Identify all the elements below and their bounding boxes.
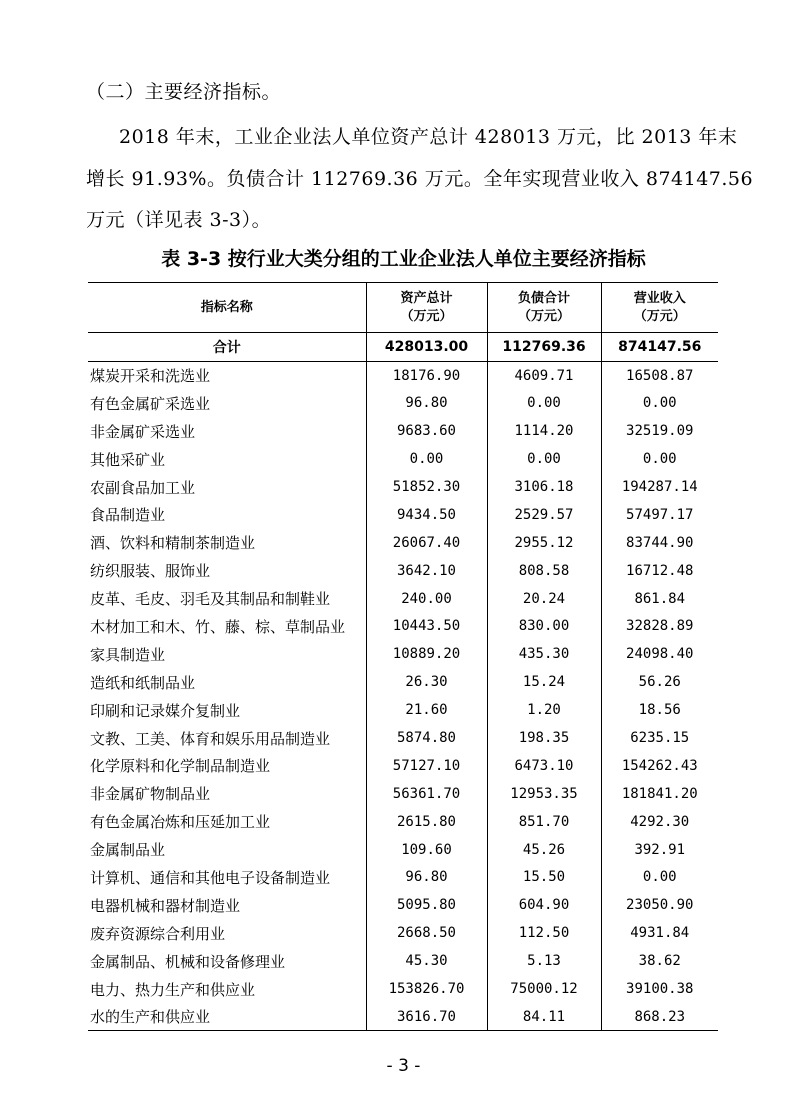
row-assets: 5095.80: [366, 891, 487, 919]
row-assets: 3616.70: [366, 1003, 487, 1031]
row-liabilities: 435.30: [487, 640, 601, 668]
table-row: [88, 501, 718, 529]
indicator-table: [88, 282, 718, 1031]
table-row: [88, 724, 718, 752]
row-assets: 96.80: [366, 864, 487, 892]
row-industry-name: 非金属矿采选业: [90, 422, 196, 441]
row-assets: 10889.20: [366, 640, 487, 668]
industry-rows: [88, 362, 718, 1031]
row-liabilities: 5.13: [487, 947, 601, 975]
row-assets: 26067.40: [366, 529, 487, 557]
row-revenue: 194287.14: [601, 473, 718, 501]
row-revenue: 16508.87: [601, 362, 718, 390]
row-liabilities: 830.00: [487, 613, 601, 641]
row-assets: 2615.80: [366, 808, 487, 836]
table-row: [88, 529, 718, 557]
row-liabilities: 3106.18: [487, 473, 601, 501]
row-revenue: 0.00: [601, 864, 718, 892]
header-liabilities-unit: （万元）: [517, 308, 570, 324]
row-liabilities: 2529.57: [487, 501, 601, 529]
table-row: [88, 640, 718, 668]
row-industry-name: 化学原料和化学制品制造业: [90, 757, 271, 776]
table-row: [88, 389, 718, 417]
table-row: [88, 836, 718, 864]
row-revenue: 38.62: [601, 947, 718, 975]
row-liabilities: 1.20: [487, 696, 601, 724]
row-revenue: 39100.38: [601, 975, 718, 1003]
header-name: 指标名称: [88, 283, 366, 333]
row-revenue: 861.84: [601, 585, 718, 613]
row-liabilities: 15.24: [487, 668, 601, 696]
page-number: - 3 -: [386, 1056, 421, 1076]
row-industry-name: 农副食品加工业: [90, 478, 196, 497]
total-assets: 428013.00: [366, 333, 487, 362]
row-liabilities: 808.58: [487, 557, 601, 585]
row-industry-name: 废弃资源综合利用业: [90, 924, 226, 943]
row-revenue: 0.00: [601, 389, 718, 417]
row-liabilities: 2955.12: [487, 529, 601, 557]
row-revenue: 392.91: [601, 836, 718, 864]
header-assets-label: 资产总计: [400, 290, 453, 306]
row-liabilities: 15.50: [487, 864, 601, 892]
row-revenue: 57497.17: [601, 501, 718, 529]
row-industry-name: 金属制品、机械和设备修理业: [90, 952, 286, 971]
row-industry-name: 家具制造业: [90, 645, 166, 664]
row-revenue: 868.23: [601, 1003, 718, 1031]
row-revenue: 83744.90: [601, 529, 718, 557]
row-liabilities: 84.11: [487, 1003, 601, 1031]
row-revenue: 24098.40: [601, 640, 718, 668]
paragraph-line-1: 2018 年末，工业企业法人单位资产总计 428013 万元，比 2013 年末: [119, 126, 738, 148]
header-liabilities-label: 负债合计: [517, 290, 570, 306]
table-row: [88, 891, 718, 919]
row-industry-name: 纺织服装、服饰业: [90, 562, 211, 581]
row-industry-name: 计算机、通信和其他电子设备制造业: [90, 868, 331, 887]
table-row: [88, 1003, 718, 1031]
table-row: [88, 780, 718, 808]
row-industry-name: 印刷和记录媒介复制业: [90, 701, 241, 720]
paragraph-line-3: 万元（详见表 3-3）。: [86, 209, 272, 231]
row-revenue: 18.56: [601, 696, 718, 724]
row-revenue: 32828.89: [601, 613, 718, 641]
row-assets: 9434.50: [366, 501, 487, 529]
table-row: [88, 919, 718, 947]
row-liabilities: 75000.12: [487, 975, 601, 1003]
table-row: [88, 445, 718, 473]
row-industry-name: 水的生产和供应业: [88, 1003, 366, 1031]
row-assets: 57127.10: [366, 752, 487, 780]
header-assets-unit: （万元）: [400, 308, 453, 324]
row-assets: 153826.70: [366, 975, 487, 1003]
row-assets: 9683.60: [366, 417, 487, 445]
table-row: [88, 362, 718, 390]
row-industry-name: 其他采矿业: [90, 450, 166, 469]
row-liabilities: 4609.71: [487, 362, 601, 390]
table-row: [88, 473, 718, 501]
row-liabilities: 0.00: [487, 445, 601, 473]
row-liabilities: 20.24: [487, 585, 601, 613]
table-row: [88, 417, 718, 445]
row-liabilities: 604.90: [487, 891, 601, 919]
row-industry-name: 酒、饮料和精制茶制造业: [90, 534, 256, 553]
row-revenue: 23050.90: [601, 891, 718, 919]
table-row: [88, 808, 718, 836]
row-liabilities: 45.26: [487, 836, 601, 864]
header-assets: [366, 283, 487, 333]
section-heading: （二）主要经济指标。: [86, 81, 282, 103]
row-assets: 2668.50: [366, 919, 487, 947]
total-label: 合计: [88, 333, 366, 362]
row-assets: 109.60: [366, 836, 487, 864]
row-revenue: 6235.15: [601, 724, 718, 752]
row-industry-name: 文教、工美、体育和娱乐用品制造业: [90, 729, 331, 748]
row-industry-name: 煤炭开采和洗选业: [90, 367, 211, 386]
table-row: [88, 864, 718, 892]
table-row: [88, 613, 718, 641]
row-industry-name: 有色金属冶炼和压延加工业: [90, 813, 271, 832]
table-header-row: [88, 283, 718, 333]
row-revenue: 181841.20: [601, 780, 718, 808]
row-assets: 10443.50: [366, 613, 487, 641]
paragraph-line-2: 增长 91.93%。负债合计 112769.36 万元。全年实现营业收入 874147.56: [86, 168, 754, 190]
row-revenue: 16712.48: [601, 557, 718, 585]
row-industry-name: 电力、热力生产和供应业: [90, 980, 256, 999]
row-revenue: 32519.09: [601, 417, 718, 445]
row-revenue: 154262.43: [601, 752, 718, 780]
table-row: [88, 752, 718, 780]
row-revenue: 0.00: [601, 445, 718, 473]
row-industry-name: 木材加工和木、竹、藤、棕、草制品业: [90, 617, 346, 636]
row-industry-name: 食品制造业: [90, 506, 166, 525]
header-revenue: [601, 283, 718, 333]
row-industry-name: 造纸和纸制品业: [90, 673, 196, 692]
row-industry-name: 非金属矿物制品业: [90, 785, 211, 804]
header-revenue-unit: （万元）: [633, 308, 686, 324]
total-revenue: 874147.56: [601, 333, 718, 362]
row-revenue: 4292.30: [601, 808, 718, 836]
row-revenue: 56.26: [601, 668, 718, 696]
total-liabilities: 112769.36: [487, 333, 601, 362]
row-assets: 240.00: [366, 585, 487, 613]
row-assets: 21.60: [366, 696, 487, 724]
row-assets: 51852.30: [366, 473, 487, 501]
row-assets: 18176.90: [366, 362, 487, 390]
row-revenue: 4931.84: [601, 919, 718, 947]
row-liabilities: 112.50: [487, 919, 601, 947]
row-assets: 0.00: [366, 445, 487, 473]
total-row: [88, 333, 718, 362]
table-row: [88, 696, 718, 724]
row-assets: 3642.10: [366, 557, 487, 585]
row-liabilities: 0.00: [487, 389, 601, 417]
row-liabilities: 12953.35: [487, 780, 601, 808]
table-row: [88, 557, 718, 585]
table-title: 表 3-3 按行业大类分组的工业企业法人单位主要经济指标: [161, 248, 646, 270]
row-industry-name: 皮革、毛皮、羽毛及其制品和制鞋业: [90, 590, 331, 609]
table-row: [88, 975, 718, 1003]
table-row: [88, 947, 718, 975]
row-assets: 56361.70: [366, 780, 487, 808]
row-industry-name: 电器机械和器材制造业: [90, 896, 241, 915]
row-industry-name: 有色金属矿采选业: [90, 394, 211, 413]
header-liabilities: [487, 283, 601, 333]
row-liabilities: 851.70: [487, 808, 601, 836]
row-liabilities: 6473.10: [487, 752, 601, 780]
row-assets: 5874.80: [366, 724, 487, 752]
row-assets: 26.30: [366, 668, 487, 696]
row-liabilities: 198.35: [487, 724, 601, 752]
header-revenue-label: 营业收入: [633, 290, 686, 306]
row-assets: 45.30: [366, 947, 487, 975]
table-row: [88, 668, 718, 696]
row-assets: 96.80: [366, 389, 487, 417]
table-row: [88, 585, 718, 613]
row-industry-name: 金属制品业: [90, 841, 166, 860]
row-liabilities: 1114.20: [487, 417, 601, 445]
